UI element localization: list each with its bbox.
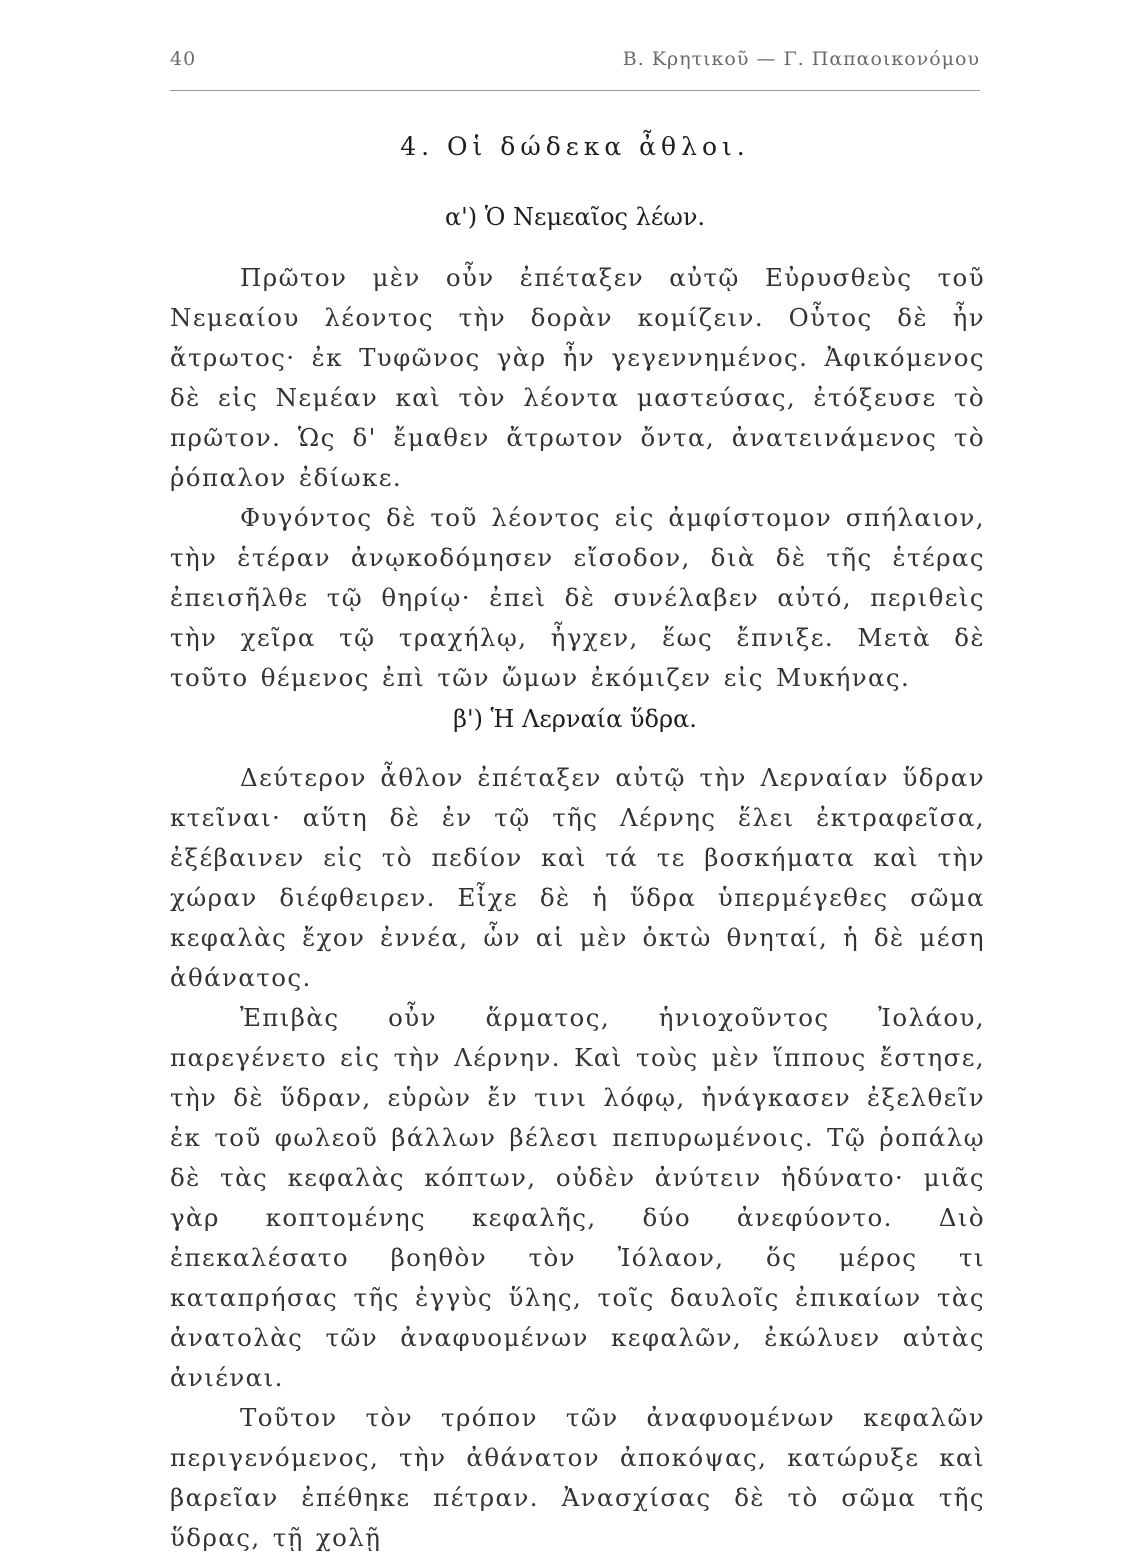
paragraph: Τοῦτον τὸν τρόπον τῶν ἀναφυομένων κεφαλῶν περιγενόμενος, τὴν ἀθάνατον ἀποκόψας, κατώρυξε καὶ βαρεῖαν ἐπέθηκε πέτραν. Ἀνασχίσας δὲ τὸ σῶμα τῆς ὕδρας, τῇ χολῇ — [170, 1403, 985, 1552]
paragraph: Δεύτερον ἆθλον ἐπέταξεν αὐτῷ τὴν Λερναίαν ὕδραν κτεῖναι· αὕτη δὲ ἐν τῷ τῆς Λέρνης ἕλει ἐκτραφεῖσα, ἐξέβαινεν εἰς τὸ πεδίον καὶ τά τε βοσκήματα καὶ τὴν χώραν διέφθειρεν. Εἶχε δὲ ἡ ὕδρα ὑπερμέγεθες σῶμα κεφαλὰς ἔχον ἐννέα, ὧν αἱ μὲν ὀκτὼ θνηταί, ἡ δὲ μέση ἀθάνατος. — [170, 763, 985, 992]
section-heading-nemean-lion: α') Ὁ Νεμεαῖος λέων. — [444, 203, 706, 231]
chapter-title: 4. Οἱ δώδεκα ἆθλοι. — [400, 132, 750, 161]
header-rule — [170, 90, 980, 91]
section-heading-lernaean-hydra: β') Ἡ Λερναία ὕδρα. — [453, 705, 697, 733]
running-head-authors: Β. Κρητικοῦ — Γ. Παπαοικονόμου — [622, 48, 980, 70]
paragraph: Ἐπιβὰς οὖν ἅρματος, ἡνιοχοῦντος Ἰολάου, παρεγένετο εἰς τὴν Λέρνην. Καὶ τοὺς μὲν ἵππους ἔστησε, τὴν δὲ ὕδραν, εὑρὼν ἔν τινι λόφῳ, ἠνάγκασεν ἐξελθεῖν ἐκ τοῦ φωλεοῦ βάλλων βέλεσι πεπυρωμένοις. Τῷ ῥοπάλῳ δὲ τὰς κεφαλὰς κόπτων, οὐδὲν ἀνύτειν ἠδύνατο· μιᾶς γὰρ κοπτομένης κεφαλῆς, δύο ἀνεφύοντο. Διὸ ἐπεκαλέσατο βοηθὸν τὸν Ἰόλαον, ὅς μέρος τι καταπρήσας τῆς ἐγγὺς ὕλης, τοῖς δαυλοῖς ἐπικαίων τὰς ἀνατολὰς τῶν ἀναφυομένων κεφαλῶν, ἐκώλυεν αὐτὰς ἀνιέναι. — [170, 1003, 985, 1392]
paragraph: Φυγόντος δὲ τοῦ λέοντος εἰς ἀμφίστομον σπήλαιον, τὴν ἑτέραν ἀνῳκοδόμησεν εἴσοδον, διὰ δὲ τῆς ἑτέρας ἐπεισῆλθε τῷ θηρίῳ· ἐπεὶ δὲ συνέλαβεν αὐτό, περιθεὶς τὴν χεῖρα τῷ τραχήλῳ, ἦγχεν, ἕως ἔπνιξε. Μετὰ δὲ τοῦτο θέμενος ἐπὶ τῶν ὤμων ἐκόμιζεν εἰς Μυκήνας. — [170, 503, 985, 692]
section-body-lernaean-hydra — [170, 758, 985, 1558]
page-number: 40 — [170, 48, 197, 70]
running-head — [170, 48, 980, 80]
paragraph: Πρῶτον μὲν οὖν ἐπέταξεν αὐτῷ Εὐρυσθεὺς τοῦ Νεμεαίου λέοντος τὴν δορὰν κομίζειν. Οὗτος δὲ ἦν ἄτρωτος· ἐκ Τυφῶνος γὰρ ἦν γεγεννημένος. Ἀφικόμενος δὲ εἰς Νεμέαν καὶ τὸν λέοντα μαστεύσας, ἐτόξευσε τὸ πρῶτον. Ὡς δ' ἔμαθεν ἄτρωτον ὄντα, ἀνατεινάμενος τὸ ῥόπαλον ἐδίωκε. — [170, 263, 985, 492]
section-body-nemean-lion — [170, 258, 985, 698]
